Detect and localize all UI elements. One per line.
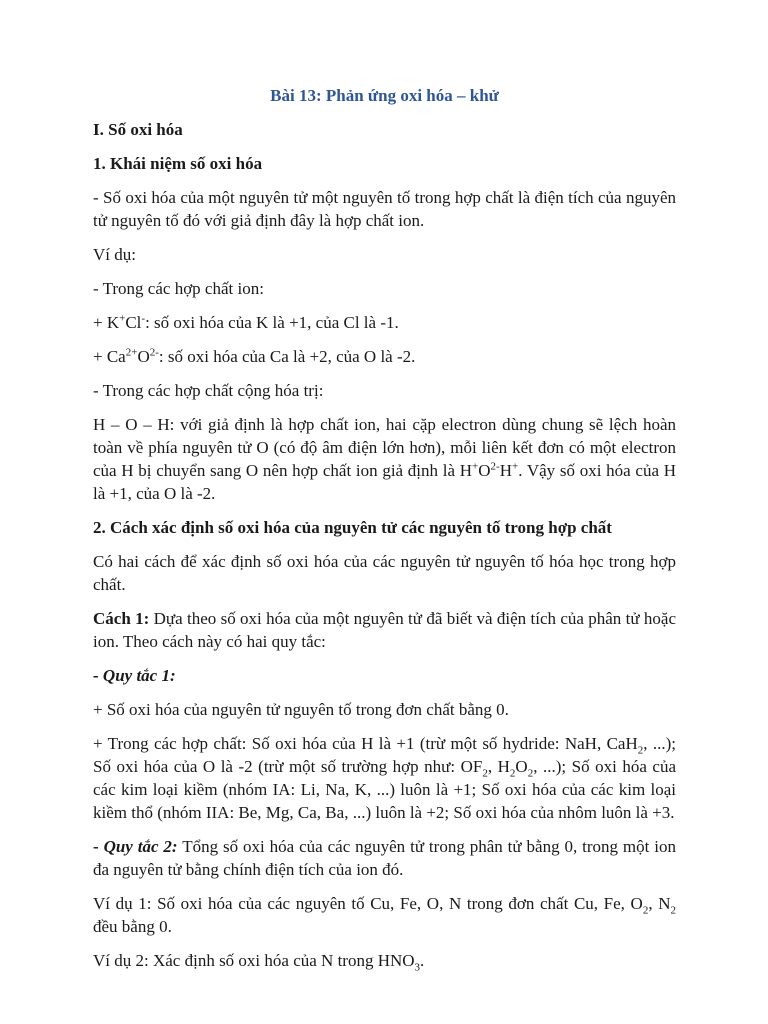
rule1-text-1: + Trong các hợp chất: Số oxi hóa của H là +1 (trừ một số hydride: NaH, CaH <box>93 734 638 753</box>
water-h2: H <box>499 461 512 480</box>
kcl-prefix: + K <box>93 313 120 332</box>
paragraph-rule-2 <box>93 835 676 881</box>
water-tail: . Vậy số oxi hóa của H là +1, của O là -2. <box>93 461 676 503</box>
paragraph-covalent-compounds: - Trong các hợp chất cộng hóa trị: <box>93 381 324 400</box>
o-charge: 2- <box>149 346 159 359</box>
kcl-rest: : số oxi hóa của K là +1, của Cl là -1. <box>145 313 399 332</box>
rule1-text-5: , ...); Số oxi hóa của các kim loại kiềm (nhóm IA: Li, Na, K, ...) luôn là +1; Số oxi hóa của các kim loại kiềm thổ (nhóm IIA: Be, Mg, Ca, Ba, ...) luôn là +2; Số oxi hóa của nhôm luôn là +3. <box>93 757 677 822</box>
h2o2-h-subscript: 2 <box>509 767 516 780</box>
hno3-subscript: 3 <box>414 961 421 974</box>
water-text: H – O – H: với giả định là hợp chất ion, hai cặp electron dùng chung sẽ lệch hoàn toàn về phía nguyên tử O (có độ âm điện lớn hơn), mỗi liên kết đơn có một electron của H bị chuyển sang O nên hợp chất ion giả định là H <box>93 415 676 480</box>
subsection-heading-determination: 2. Cách xác định số oxi hóa của nguyên tử các nguyên tố trong hợp chất <box>93 518 612 537</box>
paragraph-example-2 <box>93 949 676 972</box>
h1-charge: + <box>472 460 479 473</box>
water-o: O <box>478 461 491 480</box>
paragraph-example-1 <box>93 892 676 938</box>
cao-prefix: + Ca <box>93 347 126 366</box>
water-o-charge: 2- <box>490 460 500 473</box>
example-1-text-4: đều bằng 0. <box>93 917 172 936</box>
paragraph-method-1 <box>93 607 676 653</box>
example-1-elements: Cu, Fe, O, N <box>370 894 462 913</box>
paragraph-water-example <box>93 413 676 505</box>
k-charge: + <box>119 312 126 325</box>
rule-1-label: - Quy tắc 1: <box>93 666 176 685</box>
ca-charge: 2+ <box>125 346 138 359</box>
of2-subscript: 2 <box>482 767 488 780</box>
method-1-label: Cách 1: <box>93 609 150 628</box>
rule1-text-3: , H <box>487 757 510 776</box>
rule1-text-2: , ...); Số oxi hóa của O là -2 (trừ một số trường hợp như: OF <box>93 734 676 776</box>
example-1-text-2: trong đơn chất Cu, Fe, O <box>461 894 643 913</box>
subsection-heading-concept: 1. Khái niệm số oxi hóa <box>93 154 263 173</box>
example-2-text-2: . <box>420 951 425 970</box>
paragraph-definition: - Số oxi hóa của một nguyên tử một nguyên tố trong hợp chất là điện tích của nguyên tử nguyên tố đó với giả định đây là hợp chất ion. <box>93 188 676 230</box>
rule-2-text: Tổng số oxi hóa của các nguyên tử trong phân tử bằng 0, trong một ion đa nguyên tử bằng chính điện tích của ion đó. <box>93 837 676 879</box>
paragraph-rule1-compounds <box>93 732 676 824</box>
example-1-text-3: , N <box>648 894 671 913</box>
o-symbol: O <box>137 347 150 366</box>
lesson-title: Bài 13: Phản ứng oxi hóa – khử <box>270 86 499 105</box>
paragraph-kcl-example <box>93 311 676 334</box>
paragraph-two-ways: Có hai cách để xác định số oxi hóa của các nguyên tử nguyên tố hóa học trong hợp chất. <box>93 552 676 594</box>
cah2-subscript: 2 <box>637 744 644 757</box>
example-1-text-1: Ví dụ 1: Số oxi hóa của các nguyên tố <box>93 894 371 913</box>
section-heading-oxidation-number: I. Số oxi hóa <box>93 120 183 139</box>
n2-subscript: 2 <box>670 904 676 917</box>
cl-symbol: Cl <box>125 313 142 332</box>
o2-subscript: 2 <box>642 904 649 917</box>
paragraph-example-label: Ví dụ: <box>93 245 136 264</box>
paragraph-rule1-elements: + Số oxi hóa của nguyên tử nguyên tố trong đơn chất bằng 0. <box>93 700 509 719</box>
rule1-text-4: O <box>515 757 528 776</box>
paragraph-ionic-compounds: - Trong các hợp chất ion: <box>93 279 264 298</box>
h2o2-o-subscript: 2 <box>527 767 534 780</box>
example-2-text-1: Ví dụ 2: Xác định số oxi hóa của N trong HNO <box>93 951 415 970</box>
paragraph-cao-example <box>93 345 676 368</box>
method-1-text: Dựa theo số oxi hóa của một nguyên tử đã biết và điện tích của phân tử hoặc ion. Theo cách này có hai quy tắc: <box>93 609 676 651</box>
rule-2-prefix: - <box>93 837 104 856</box>
cao-rest: : số oxi hóa của Ca là +2, của O là -2. <box>158 347 416 366</box>
rule-2-label: Quy tắc 2: <box>103 837 178 856</box>
h2-charge: + <box>511 460 519 473</box>
cl-charge: - <box>141 312 146 325</box>
